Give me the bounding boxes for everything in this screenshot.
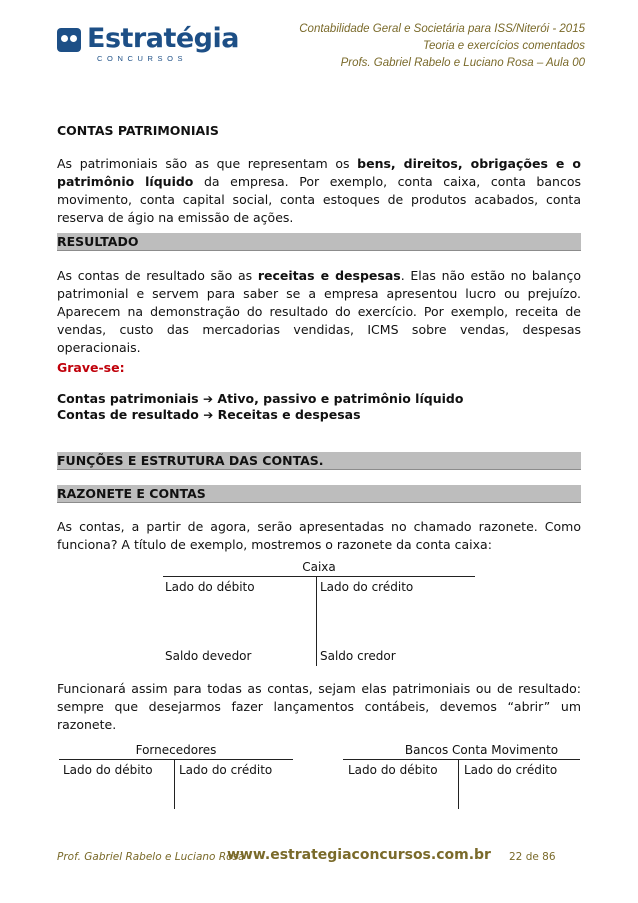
- section-title-resultado: RESULTADO: [57, 233, 581, 251]
- t-account-vertical-line: [458, 759, 459, 809]
- t-account-debit-balance: Saldo devedor: [165, 649, 252, 663]
- t-account-debit-label: Lado do débito: [348, 763, 438, 777]
- summary-label: Contas patrimoniais: [57, 391, 203, 406]
- section-title-funcoes: FUNÇÕES E ESTRUTURA DAS CONTAS.: [57, 452, 581, 470]
- bancos-t-account: [343, 743, 580, 777]
- t-account-title: Bancos Conta Movimento: [404, 743, 559, 757]
- t-account-horizontal-line: [59, 759, 293, 760]
- t-account-horizontal-line: [163, 576, 475, 577]
- summary-value: Ativo, passivo e patrimônio líquido: [213, 391, 464, 406]
- t-account-credit-balance: Saldo credor: [320, 649, 396, 663]
- page-header: [299, 21, 585, 72]
- logo-name: Estratégia: [87, 23, 239, 54]
- t-account-debit-label: Lado do débito: [63, 763, 153, 777]
- t-account-debit-label: Lado do débito: [165, 580, 255, 594]
- header-line-1: Contabilidade Geral e Societária para ISS/Niterói - 2015: [299, 23, 585, 35]
- t-account-credit-label: Lado do crédito: [464, 763, 558, 777]
- grave-se-label: Grave-se:: [57, 360, 125, 375]
- section-title-razonete: RAZONETE E CONTAS: [57, 485, 581, 503]
- t-account-credit-label: Lado do crédito: [179, 763, 273, 777]
- section-title-contas-patrimoniais: CONTAS PATRIMONIAIS: [57, 123, 219, 138]
- estrategia-logo: [57, 22, 247, 66]
- paragraph-resultado: [57, 267, 581, 357]
- paragraph-text: As patrimoniais são as que representam os: [57, 156, 358, 171]
- paragraph-text: da empresa. Por exemplo, conta caixa, conta bancos movimento, conta capital social, conta estoques de produtos acabados, conta reserva de ágio na emissão de ações.: [57, 174, 581, 225]
- footer-url[interactable]: www.estrategiaconcursos.com.br: [227, 847, 491, 863]
- summary-line-resultado: [57, 406, 581, 424]
- caixa-t-account: [163, 560, 475, 663]
- footer-page-number: 22 de 86: [509, 851, 556, 863]
- t-account-vertical-line: [316, 576, 317, 666]
- owl-icon: [57, 28, 81, 52]
- t-account-vertical-line: [174, 759, 175, 809]
- paragraph-razonete-intro: As contas, a partir de agora, serão apresentadas no chamado razonete. Como funciona? A título de exemplo, mostremos o razonete da conta caixa:: [57, 519, 581, 552]
- summary-label: Contas de resultado: [57, 407, 204, 422]
- t-account-credit-label: Lado do crédito: [320, 580, 414, 594]
- paragraph-contas-patrimoniais: [57, 155, 581, 227]
- paragraph-bold-text: bens, direitos, obrigações e o patrimônio líquido: [57, 156, 581, 189]
- paragraph-bold-text: receitas e despesas: [257, 268, 401, 283]
- summary-value: Receitas e despesas: [213, 407, 361, 422]
- t-account-title: Fornecedores: [135, 743, 217, 757]
- t-account-horizontal-line: [343, 759, 580, 760]
- footer-authors: Prof. Gabriel Rabelo e Luciano Rosa: [57, 851, 245, 863]
- paragraph-text: As contas de resultado são as: [57, 268, 258, 283]
- header-line-3: Profs. Gabriel Rabelo e Luciano Rosa – Aula 00: [340, 57, 585, 69]
- t-account-title: Caixa: [302, 560, 336, 574]
- fornecedores-t-account: [59, 743, 293, 777]
- paragraph-text: . Elas não estão no balanço patrimonial e servem para saber se a empresa apresentou lucro ou prejuízo. Aparecem na demonstração do resultado do exercício. Por exemplo, receita de vendas, custo das mercadorias vendidas, ICMS sobre vendas, despesas operacionais.: [57, 268, 581, 355]
- arrow-right-icon: ➔: [202, 392, 214, 406]
- paragraph-razonete-usage: Funcionará assim para todas as contas, sejam elas patrimoniais ou de resultado: sempre que desejarmos fazer lançamentos contábeis, devemos “abrir” um razonete.: [57, 681, 581, 732]
- arrow-right-icon: ➔: [203, 408, 214, 422]
- header-line-2: Teoria e exercícios comentados: [423, 40, 585, 52]
- logo-subtitle: CONCURSOS: [97, 54, 188, 63]
